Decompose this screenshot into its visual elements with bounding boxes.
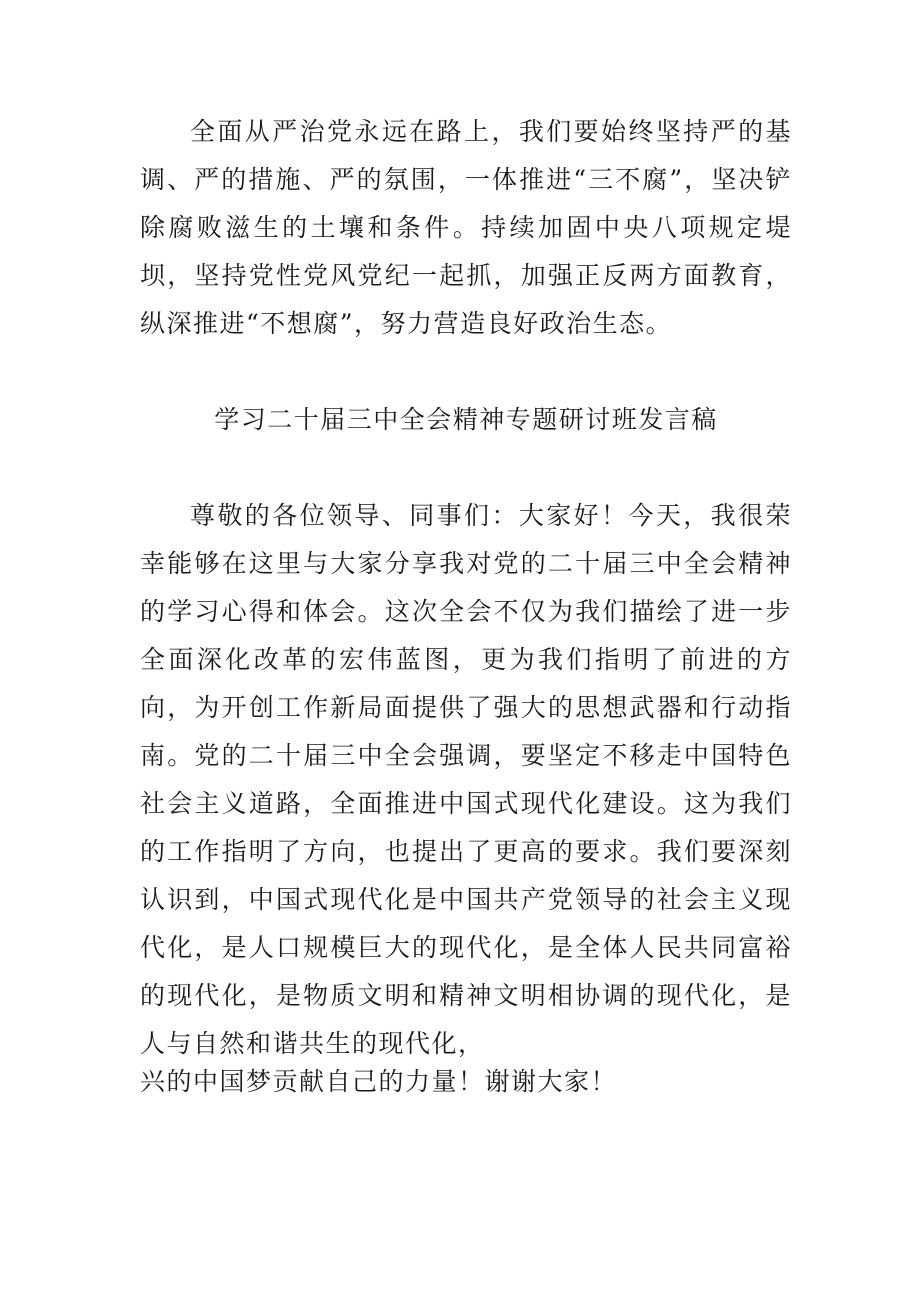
body-paragraph-2: 尊敬的各位领导、同事们：大家好！今天，我很荣幸能够在这里与大家分享我对党的二十届三中全会精神的学习心得和体会。这次全会不仅为我们描绘了进一步全面深化改革的宏伟蓝图，更为我们指明了前进的方向，为开创工作新局面提供了强大的思想武器和行动指南。党的二十届三中全会强调，要坚定不移走中国特色社会主义道路，全面推进中国式现代化建设。这为我们的工作指明了方向，也提出了更高的要求。我们要深刻认识到，中国式现代化是中国共产党领导的社会主义现代化，是人口规模巨大的现代化，是全体人民共同富裕的现代化，是物质文明和精神文明相协调的现代化，是人与自然和谐共生的现代化， (140, 501, 792, 1058)
closing-line: 兴的中国梦贡献自己的力量！谢谢大家！ (140, 1067, 618, 1096)
body-paragraph-1: 全面从严治党永远在路上，我们要始终坚持严的基调、严的措施、严的氛围，一体推进“三不腐”，坚决铲除腐败滋生的土壤和条件。持续加固中央八项规定堤坝，坚持党性党风党纪一起抓，加强正反两方面教育，纵深推进“不想腐”，努力营造良好政治生态。 (140, 117, 792, 338)
document-title: 学习二十届三中全会精神专题研讨班发言稿 (214, 405, 718, 434)
